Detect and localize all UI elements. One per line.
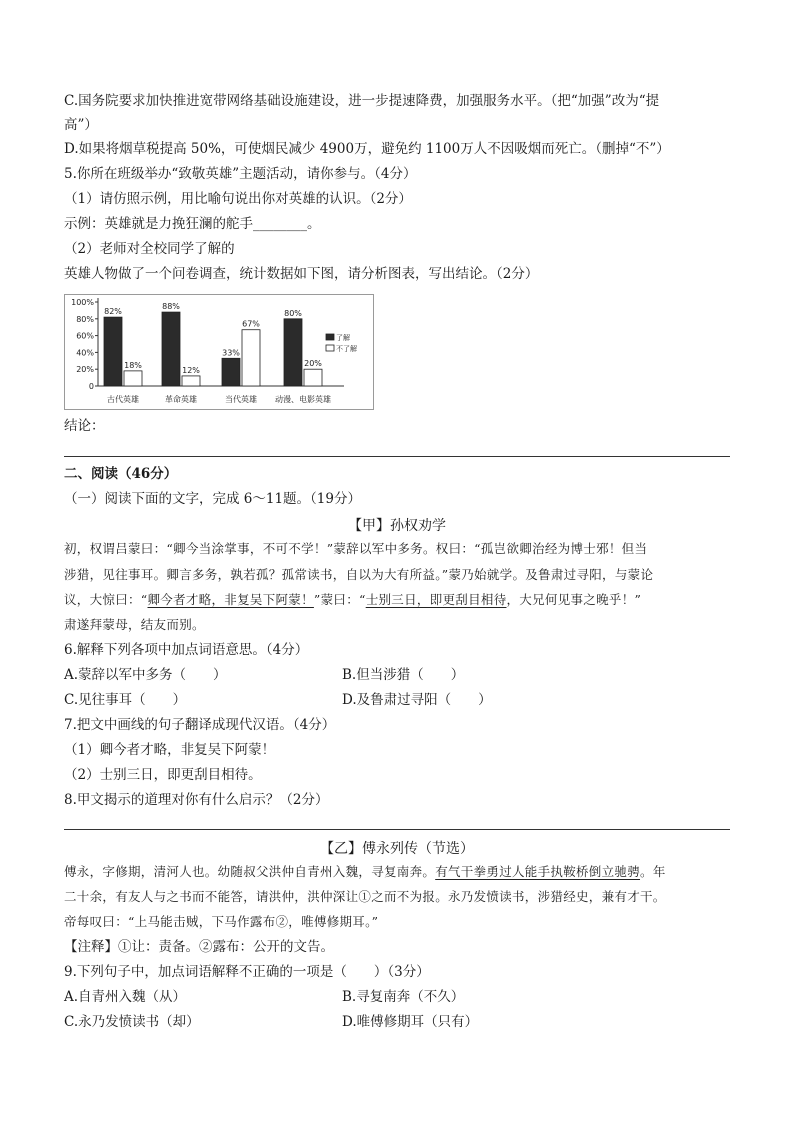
passage-yi-line3: 帝每叹曰：“上马能击贼，下马作露布②，唯傅修期耳。” [64, 914, 379, 929]
q6-option-b: B.但当涉猎（ ） [342, 667, 465, 683]
bar-data-label: 20% [304, 359, 322, 369]
q9-option-b: B.寻复南奔（不久） [342, 989, 465, 1005]
passage-divider [64, 829, 730, 830]
bar-data-label: 67% [242, 319, 260, 329]
q5-conclusion: 结论： [64, 418, 105, 434]
y-tick-label: 80% [76, 314, 94, 324]
q9-option-c: C.永乃发愤读书（却） [64, 1014, 200, 1030]
q9-option-a: A.自青州入魏（从） [64, 989, 187, 1005]
passage-jia-line3-part-c: ，大兄何见事之晚乎！” [506, 592, 642, 607]
passage-jia-line2: 涉猎，见往事耳。卿言多务，孰若孤？孤常读书，自以为大有所益。”蒙乃始就学。及鲁肃过寻阳，与蒙论 [64, 567, 654, 582]
q9-option-d: D.唯傅修期耳（只有） [342, 1014, 479, 1030]
bar-data-label: 18% [124, 360, 142, 370]
y-tick-label: 100% [71, 298, 94, 307]
q7-sentence-2: （2）士别三日，即更刮目相待。 [64, 767, 262, 783]
q7-sentence-1: （1）卿今者才略，非复吴下阿蒙！ [64, 742, 276, 758]
bar-unknown [242, 330, 260, 386]
y-tick-label: 20% [76, 365, 94, 375]
reading-part1-instruction: （一）阅读下面的文字，完成 6～11题。（19分） [64, 491, 361, 507]
section-divider [64, 456, 730, 457]
passage-jia-line3-part-a: 议，大惊曰：“ [64, 592, 148, 607]
bar-data-label: 33% [222, 348, 240, 358]
underlined-sentence-1: 卿今者才略，非复吴下阿蒙！ [147, 592, 314, 607]
q5-sub2-line2: 英雄人物做了一个问卷调查，统计数据如下图，请分析图表，写出结论。（2分） [64, 266, 539, 282]
q5-sub1: （1）请仿照示例，用比喻句说出你对英雄的认识。（2分） [64, 191, 412, 207]
bar-known [104, 317, 122, 386]
passage-yi-title: 【乙】傅永列传（节选） [320, 841, 474, 857]
x-tick-label: 古代英雄 [107, 395, 139, 404]
legend-swatch [326, 334, 334, 340]
survey-bar-chart [64, 294, 374, 410]
legend-label: 了解 [336, 334, 350, 342]
q5-sub2-line1: （2）老师对全校同学了解的 [64, 241, 235, 257]
q8-stem: 8.甲文揭示的道理对你有什么启示？（2分） [64, 792, 329, 808]
q6-stem: 6.解释下列各项中加点词语意思。（4分） [64, 642, 309, 658]
passage-jia-line3-part-b: ”蒙曰：“ [313, 592, 366, 607]
x-tick-label: 当代英雄 [225, 395, 257, 404]
passage-yi-line1-part-b: 。年 [640, 864, 666, 879]
q5-example: 示例：英雄就是力挽狂澜的舵手________。 [64, 216, 321, 232]
passage-yi-line2: 二十余，有友人与之书而不能答，请洪仲，洪仲深让①之而不为报。永乃发愤读书，涉猎经史，兼有才干。 [64, 889, 666, 904]
passage-jia-line1: 初，权谓吕蒙曰：“卿今当涂掌事，不可不学！”蒙辞以军中多务。权曰：“孤岂欲卿治经为博士邪！但当 [64, 541, 648, 556]
q4-option-c-line2: 高”） [64, 117, 98, 133]
legend-swatch [326, 345, 334, 351]
passage-yi-line1 [64, 863, 666, 881]
x-tick-label: 革命英雄 [165, 395, 197, 404]
passage-jia-line4: 肃遂拜蒙母，结友而别。 [64, 617, 205, 632]
q4-option-c-line1: C.国务院要求加快推进宽带网络基础设施建设，进一步提速降费，加强服务水平。（把“加强”改为“提 [64, 93, 660, 109]
y-tick-label: 60% [76, 331, 94, 341]
bar-known [162, 312, 180, 386]
bar-data-label: 88% [162, 302, 180, 312]
x-tick-label: 动漫、电影英雄 [275, 395, 331, 404]
bar-data-label: 12% [182, 365, 200, 375]
passage-jia-title: 【甲】孙权劝学 [348, 518, 446, 534]
bar-data-label: 82% [104, 307, 122, 317]
bar-data-label: 80% [284, 308, 302, 318]
q6-option-a: A.蒙辞以军中多务（ ） [64, 667, 227, 683]
q9-stem: 9.下列句子中，加点词语解释不正确的一项是（ ）（3分） [64, 964, 430, 980]
q6-option-d: D.及鲁肃过寻阳（ ） [342, 692, 492, 708]
passage-yi-line1-part-a: 傅永，字修期，清河人也。幼随叔父洪仲自青州入魏，寻复南奔。 [64, 864, 436, 879]
bar-known [284, 319, 302, 386]
bar-known [222, 358, 240, 386]
underlined-sentence-yi: 有气干拳勇过人能手执鞍桥倒立驰骋 [435, 864, 641, 879]
q4-option-d: D.如果将烟草税提高 50%，可使烟民减少 4900万，避免约 1100万人不因吸烟而死亡。（删掉“不”） [64, 141, 670, 157]
bar-unknown [124, 371, 142, 386]
y-tick-label: 40% [76, 348, 94, 358]
underlined-sentence-2: 士别三日，即更刮目相待 [365, 592, 507, 607]
legend-label: 不了解 [336, 345, 357, 353]
bar-unknown [182, 376, 200, 386]
q6-option-c: C.见往事耳（ ） [64, 692, 187, 708]
q5-stem: 5.你所在班级举办“致敬英雄”主题活动，请你参与。（4分） [64, 166, 417, 182]
passage-jia-line3 [64, 591, 641, 609]
bar-unknown [304, 369, 322, 386]
passage-yi-notes: 【注释】①让：责备。②露布：公开的文告。 [64, 939, 334, 955]
y-tick-label: 0 [88, 382, 94, 391]
q7-stem: 7.把文中画线的句子翻译成现代汉语。（4分） [64, 717, 336, 733]
section2-heading: 二、阅读（46分） [64, 466, 178, 482]
